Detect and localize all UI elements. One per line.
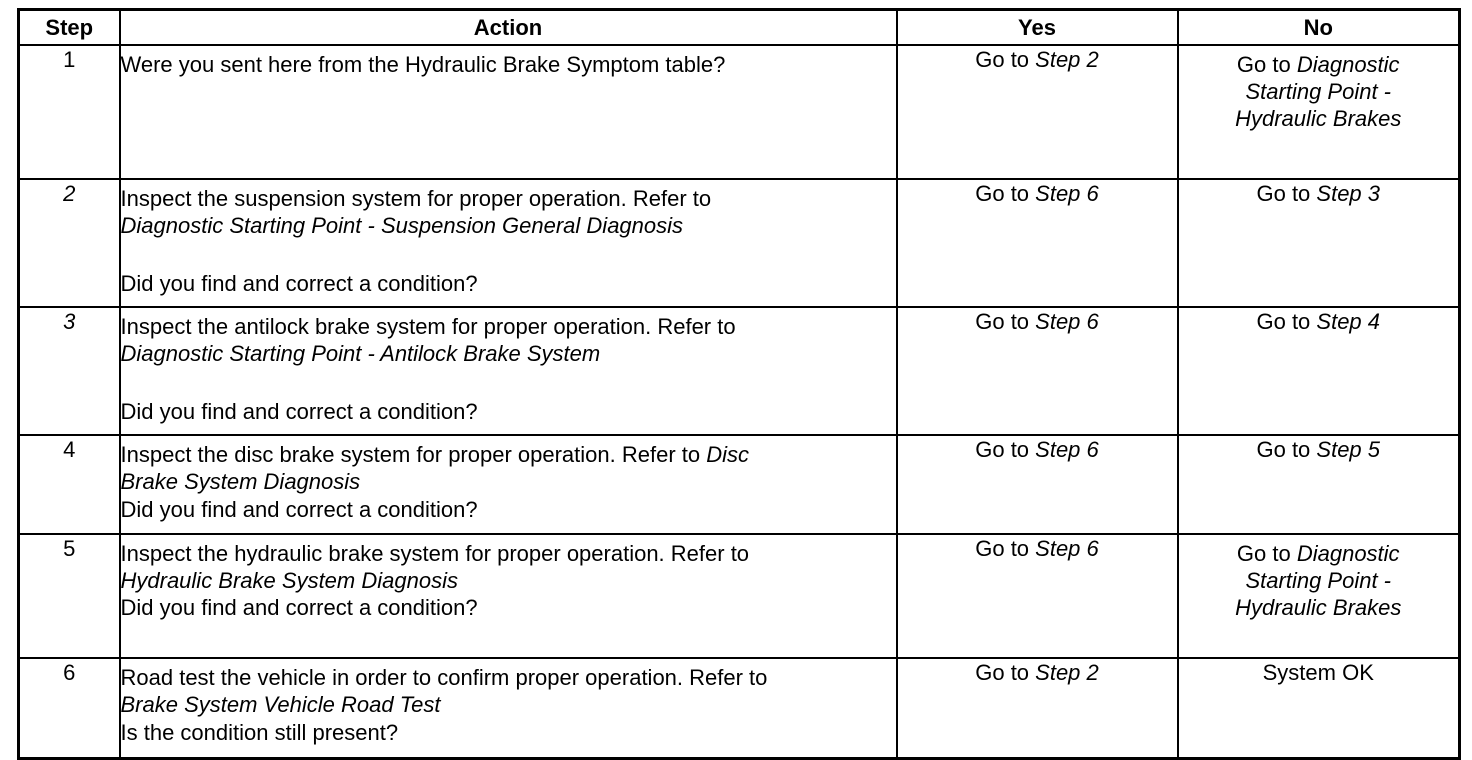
header-no: No <box>1178 10 1460 46</box>
yes-cell <box>897 435 1178 534</box>
step-number: 6 <box>19 658 120 759</box>
action-text: Inspect the disc brake system for proper operation. Refer to <box>120 442 707 467</box>
action-cell <box>120 45 897 179</box>
yes-goto-link[interactable]: Step 6 <box>1035 309 1099 334</box>
yes-goto-link[interactable]: Step 6 <box>1035 181 1099 206</box>
reference-link[interactable]: Diagnostic Starting Point - Suspension General Diagnosis <box>120 213 684 238</box>
step-number: 3 <box>19 307 120 435</box>
step-number: 4 <box>19 435 120 534</box>
header-action: Action <box>120 10 897 46</box>
step-number: 5 <box>19 534 120 658</box>
reference-link[interactable]: Disc <box>706 442 750 467</box>
no-system-ok: System OK <box>1262 660 1374 685</box>
no-goto-prefix: Go to <box>1256 437 1317 462</box>
no-goto-link[interactable]: Diagnostic <box>1296 541 1400 566</box>
header-row <box>19 10 1460 46</box>
no-cell <box>1178 658 1460 759</box>
yes-cell <box>897 534 1178 658</box>
table-row <box>19 179 1460 307</box>
diagnostic-table <box>17 8 1461 760</box>
reference-link[interactable]: Brake System Diagnosis <box>120 469 361 494</box>
header-yes: Yes <box>897 10 1178 46</box>
step-number: 2 <box>19 179 120 307</box>
yes-cell <box>897 307 1178 435</box>
yes-goto-link[interactable]: Step 6 <box>1035 536 1099 561</box>
no-cell <box>1178 534 1460 658</box>
action-text: Road test the vehicle in order to confirm proper operation. Refer to <box>120 665 768 690</box>
header-step: Step <box>19 10 120 46</box>
no-cell <box>1178 179 1460 307</box>
yes-goto-prefix: Go to <box>975 181 1036 206</box>
reference-link[interactable]: Diagnostic Starting Point - Antilock Brake System <box>120 341 601 366</box>
table-row <box>19 534 1460 658</box>
table-row <box>19 307 1460 435</box>
reference-link[interactable]: Brake System Vehicle Road Test <box>120 692 441 717</box>
no-goto-prefix: Go to <box>1256 181 1317 206</box>
yes-goto-prefix: Go to <box>975 309 1036 334</box>
yes-goto-prefix: Go to <box>975 660 1036 685</box>
no-goto-link[interactable]: Step 5 <box>1316 437 1381 462</box>
question-text: Did you find and correct a condition? <box>120 399 478 424</box>
yes-goto-link[interactable]: Step 2 <box>1035 660 1099 685</box>
yes-goto-prefix: Go to <box>975 536 1036 561</box>
no-cell <box>1178 307 1460 435</box>
yes-goto-prefix: Go to <box>975 437 1036 462</box>
no-goto-link[interactable]: Hydraulic Brakes <box>1235 106 1402 131</box>
step-number: 1 <box>19 45 120 179</box>
table-row <box>19 45 1460 179</box>
no-goto-link[interactable]: Diagnostic <box>1296 52 1400 77</box>
action-text: Inspect the suspension system for proper operation. Refer to <box>120 186 712 211</box>
action-cell <box>120 534 897 658</box>
question-text: Did you find and correct a condition? <box>120 595 478 620</box>
yes-goto-link[interactable]: Step 2 <box>1035 47 1099 72</box>
no-cell <box>1178 45 1460 179</box>
yes-cell <box>897 45 1178 179</box>
action-text: Were you sent here from the Hydraulic Brake Symptom table? <box>120 52 726 77</box>
action-cell <box>120 179 897 307</box>
no-goto-link[interactable]: Starting Point - <box>1245 568 1391 593</box>
question-text: Is the condition still present? <box>120 720 399 745</box>
no-cell <box>1178 435 1460 534</box>
yes-goto-prefix: Go to <box>975 47 1036 72</box>
action-text: Inspect the hydraulic brake system for proper operation. Refer to <box>120 541 750 566</box>
action-cell <box>120 307 897 435</box>
no-goto-prefix: Go to <box>1236 541 1297 566</box>
question-text: Did you find and correct a condition? <box>120 497 478 522</box>
table-row <box>19 435 1460 534</box>
yes-goto-link[interactable]: Step 6 <box>1035 437 1099 462</box>
no-goto-prefix: Go to <box>1256 309 1317 334</box>
question-text: Did you find and correct a condition? <box>120 271 478 296</box>
no-goto-link[interactable]: Starting Point - <box>1245 79 1391 104</box>
reference-link[interactable]: Hydraulic Brake System Diagnosis <box>120 568 458 593</box>
action-cell <box>120 658 897 759</box>
no-goto-link[interactable]: Step 4 <box>1316 309 1381 334</box>
table-row <box>19 658 1460 759</box>
yes-cell <box>897 179 1178 307</box>
action-text: Inspect the antilock brake system for proper operation. Refer to <box>120 314 736 339</box>
no-goto-link[interactable]: Step 3 <box>1316 181 1381 206</box>
action-cell <box>120 435 897 534</box>
yes-cell <box>897 658 1178 759</box>
no-goto-link[interactable]: Hydraulic Brakes <box>1235 595 1402 620</box>
no-goto-prefix: Go to <box>1236 52 1297 77</box>
